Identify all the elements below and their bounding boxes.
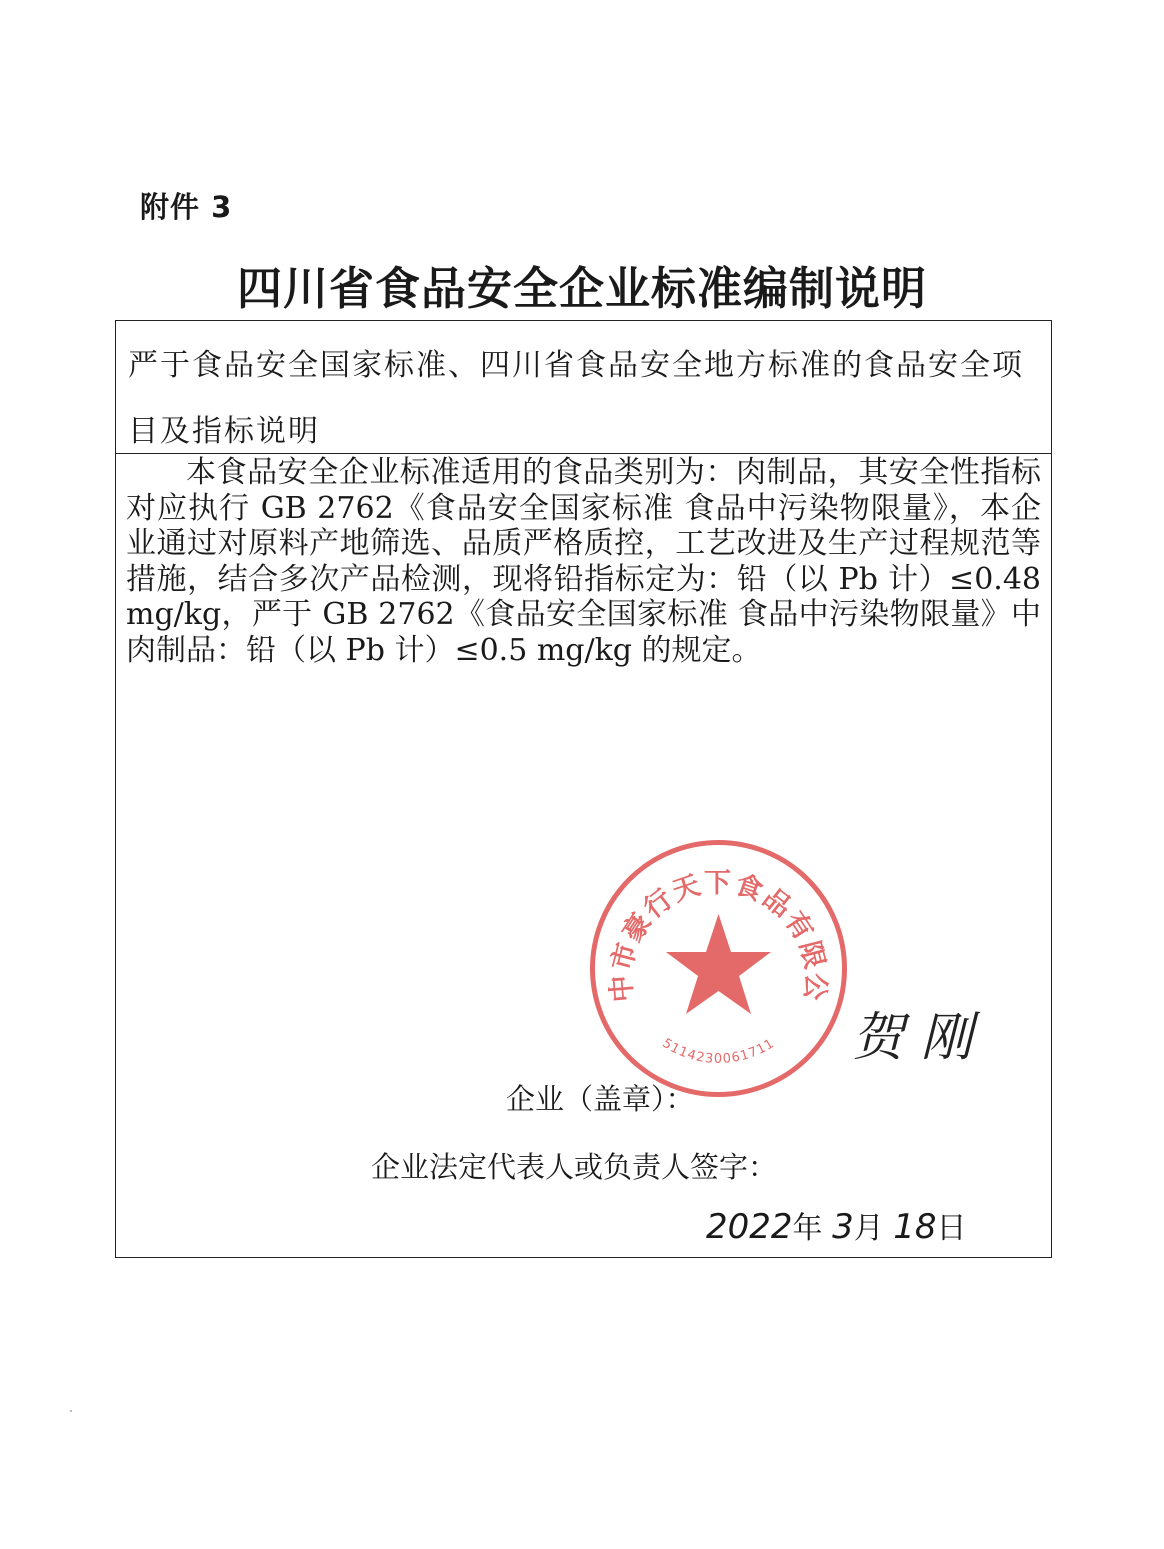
- date-year: 2022: [706, 1207, 793, 1247]
- date-month: 3: [832, 1207, 854, 1247]
- signature-stroke: 贺 刚: [852, 1008, 973, 1068]
- date-day: 18: [893, 1207, 937, 1247]
- table-body-text: 本食品安全企业标准适用的食品类别为：肉制品，其安全性指标对应执行 GB 2762《食品安全国家标准 食品中污染物限量》，本企业通过对原料产地筛选、品质严格质控，工艺改进及生产过程规范等措施，结合多次产品检测，现将铅指标定为：铅（以 Pb 计）≤0.48 mg/kg，严于 GB 2762《食品安全国家标准 食品中污染物限量》中肉制品：铅（以 Pb 计）≤0.5 mg/kg 的规定。: [126, 455, 1041, 668]
- date-day-suffix: 日: [936, 1211, 967, 1246]
- explanation-table: [115, 320, 1052, 1258]
- date-year-suffix: 年: [792, 1211, 823, 1246]
- date-line: [706, 1207, 967, 1247]
- table-header-text: 严于食品安全国家标准、四川省食品安全地方标准的食品安全项目及指标说明: [128, 348, 1024, 449]
- seal-registration-number: 5114230061711: [659, 1035, 778, 1067]
- date-month-suffix: 月: [853, 1211, 884, 1246]
- scan-mark: [70, 1410, 72, 1412]
- svg-text:5114230061711: [659, 1036, 777, 1067]
- representative-label: 企业法定代表人或负责人签字：: [371, 1150, 778, 1184]
- document-title: 四川省食品安全企业标准编制说明: [236, 262, 927, 315]
- table-header-cell: [116, 321, 1051, 454]
- seal-label: 企业（盖章）：: [506, 1082, 695, 1116]
- seal-company-name: 中市豪行天下食品有限公: [605, 867, 832, 1004]
- handwritten-signature: [846, 1001, 1016, 1071]
- company-seal: [586, 836, 851, 1101]
- attachment-label: 附件 3: [140, 190, 233, 224]
- seal-star-icon: [666, 914, 771, 1014]
